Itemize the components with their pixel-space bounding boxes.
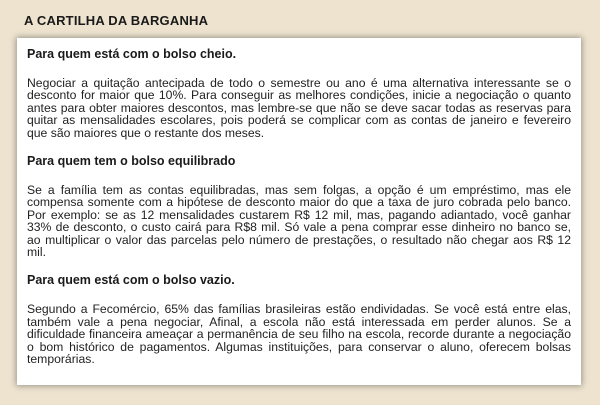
section-paragraph: Segundo a Fecomércio, 65% das famílias brasileiras estão endividadas. Se você está entre elas, também vale a pena negociar, Afinal, a escola não está interessada em perder alunos. Se a dificuldade financeira ameaçar a permanência de seu filho na escola, recorde durante a negociação o bom histórico de pagamentos. Algumas instituições, para conservar o aluno, oferecem bolsas temporárias.	[27, 302, 571, 367]
section-paragraph: Negociar a quitação antecipada de todo o semestre ou ano é uma alternativa interessante se o desconto for maior que 10%. Para conseguir as melhores condições, inicie a negociação o quanto antes para obter maiores descontos, mas lembre-se que não se deve sacar todas as reservas para quitar as mensalidades escolares, pois poderá se complicar com as contas de janeiro e fevereiro que são maiores que o restante dos meses.	[27, 76, 571, 140]
section-balanced-pocket	[27, 154, 571, 258]
section-paragraph: Se a família tem as contas equilibradas, mas sem folgas, a opção é um empréstimo, mas ele compensa somente com a hipótese de desconto maior do que a taxa de juro cobrada pelo banco. Por exemplo: se as 12 mensalidades custarem R$ 12 mil, mas, pagando adiantado, você ganhar 33% de desconto, o custo cairá para R$8 mil. Só vale a pena comprar esse dinheiro no banco se, ao multiplicar o valor das parcelas pelo número de prestações, o resultado não chegar aos R$ 12 mil.	[27, 183, 571, 260]
section-full-pocket	[27, 47, 571, 139]
section-heading: Para quem está com o bolso cheio.	[27, 47, 237, 61]
box-title: A CARTILHA DA BARGANHA	[24, 13, 209, 28]
content-card	[17, 38, 581, 385]
section-heading: Para quem está com o bolso vazio.	[27, 273, 235, 288]
section-empty-pocket	[27, 273, 571, 365]
section-heading: Para quem tem o bolso equilibrado	[27, 154, 236, 169]
